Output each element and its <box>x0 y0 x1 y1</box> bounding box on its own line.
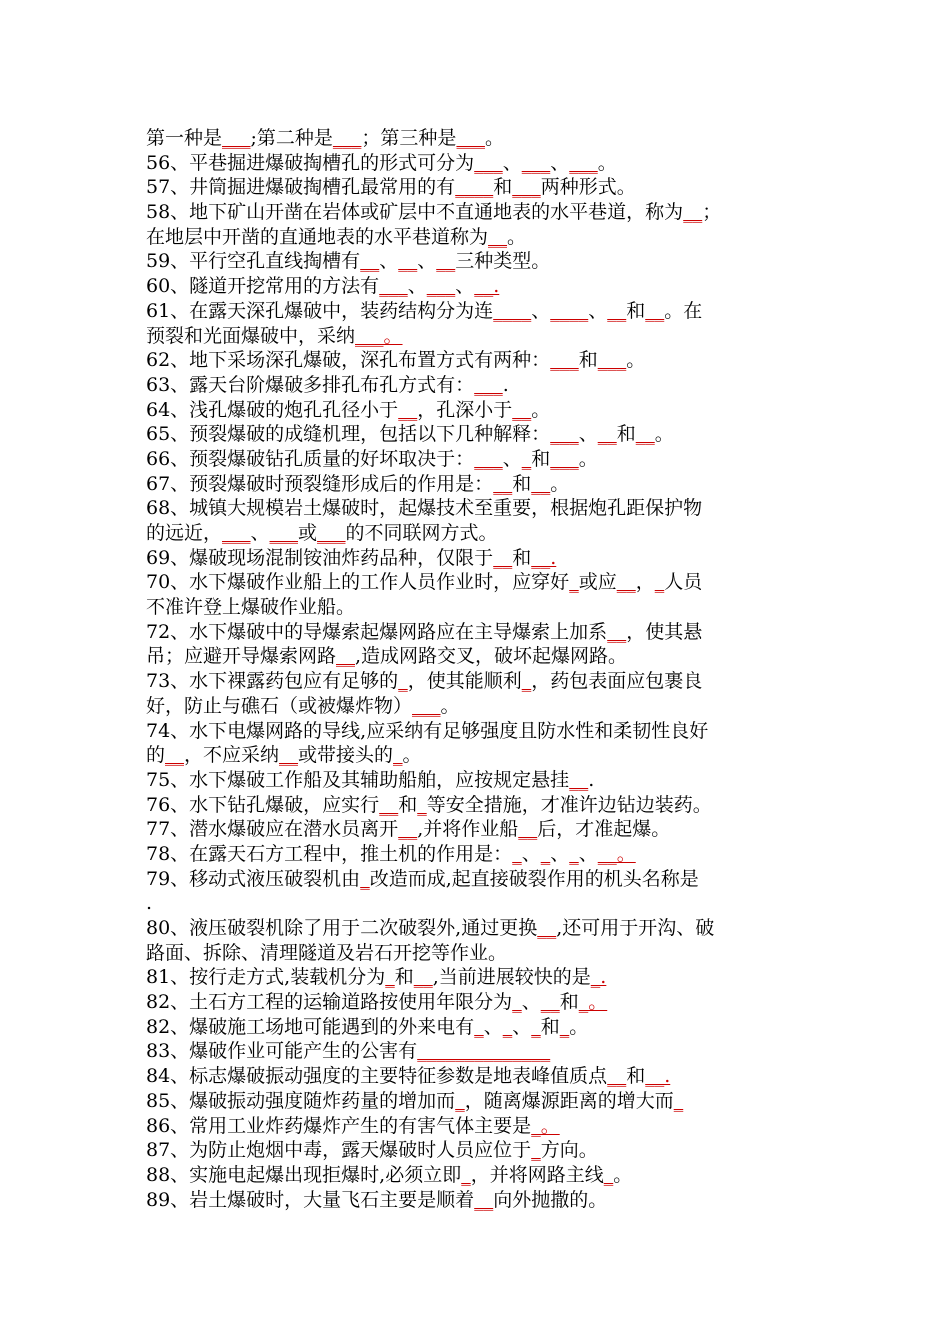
line-text: ，使其悬 <box>626 620 703 643</box>
answer-blank: __ <box>488 225 508 248</box>
text-line <box>146 719 814 744</box>
text-line <box>146 373 814 398</box>
line-text: ，孔深小于 <box>417 398 513 421</box>
text-line <box>146 1138 814 1163</box>
line-text: 和 <box>626 299 646 322</box>
text-line <box>146 151 814 176</box>
text-line <box>146 1015 814 1040</box>
line-text: 、 <box>550 151 570 174</box>
line-text: 改造而成,起直接破裂作用的机头名称是 <box>369 867 699 890</box>
answer-blank: _ <box>360 867 370 890</box>
answer-blank: __ <box>540 991 560 1014</box>
line-text: 、 <box>417 250 437 273</box>
line-text: 83、爆破作业可能产生的公害有 <box>146 1040 418 1063</box>
answer-blank: __ <box>569 768 589 791</box>
line-text: ，药包表面应包裹良 <box>531 670 703 693</box>
answer-blank: ____ <box>493 299 532 322</box>
answer-blank: __ <box>607 1065 627 1088</box>
text-line <box>146 521 814 546</box>
answer-blank: _ <box>474 1015 484 1038</box>
answer-blank: ____ <box>550 299 589 322</box>
line-text: 和 <box>394 966 414 989</box>
line-text: 或应 <box>578 571 617 594</box>
text-line <box>146 1114 814 1139</box>
answer-blank: _ <box>559 1015 570 1038</box>
text-line <box>146 1188 814 1213</box>
line-text: 。 <box>654 423 674 446</box>
line-text: 、 <box>521 842 541 865</box>
line-text: 、 <box>521 991 541 1014</box>
line-text: 、 <box>588 299 608 322</box>
line-text: 向外抛撒的。 <box>493 1188 608 1211</box>
line-text: . <box>502 373 509 396</box>
line-text: 76、水下钻孔爆破，应实行 <box>146 793 380 816</box>
line-text: 的 <box>146 744 166 767</box>
answer-blank: __ <box>512 398 532 421</box>
answer-blank: __ <box>683 201 703 224</box>
text-line <box>146 965 814 990</box>
line-text: 、 <box>531 299 551 322</box>
line-text: 和 <box>578 349 598 372</box>
line-text: 61、在露天深孔爆破中，装药结构分为连 <box>146 299 494 322</box>
line-text: 。 <box>569 1015 589 1038</box>
text-line <box>146 916 814 941</box>
line-text: 和 <box>531 447 551 470</box>
answer-blank: ___ <box>426 275 456 298</box>
answer-blank: __ <box>597 423 617 446</box>
line-text: 88、实施电起爆出现拒爆时,必须立即 <box>146 1163 462 1186</box>
line-text: 。 <box>402 744 422 767</box>
answer-blank: _ <box>569 571 579 594</box>
answer-blank: ______________ <box>417 1040 551 1063</box>
answer-blank: _ <box>385 966 395 989</box>
line-text: 的不同联网方式。 <box>345 522 498 544</box>
text-line <box>146 793 814 818</box>
line-text: 85、爆破振动强度随炸药量的增加而 <box>146 1089 456 1112</box>
line-text: 人员 <box>664 571 703 594</box>
answer-blank: __ <box>616 571 636 594</box>
text-line <box>146 570 814 595</box>
line-text: ；第三种是 <box>361 127 457 149</box>
line-text: 。 <box>531 398 551 421</box>
answer-blank: __ <box>645 299 665 322</box>
line-text: 、 <box>407 275 427 298</box>
line-text: 73、水下裸露药包应有足够的 <box>146 670 399 693</box>
line-text: 59、平行空孔直线掏槽有 <box>146 250 361 273</box>
line-text: ，不应采纳 <box>184 744 280 767</box>
answer-blank: _ <box>512 991 522 1014</box>
line-text: 好，防止与礁石（或被爆炸物） <box>146 694 413 717</box>
text-line <box>146 867 814 892</box>
line-text: 。 <box>550 472 570 495</box>
line-text: 74、水下电爆网路的导线,应采纳有足够强度且防水性和柔韧性良好 <box>146 719 709 742</box>
answer-blank: ___ <box>512 176 541 199</box>
text-line <box>146 743 814 768</box>
line-text: ； <box>702 201 722 224</box>
line-text: 64、浅孔爆破的炮孔孔径小于 <box>146 398 399 421</box>
answer-blank: ___ <box>269 522 299 544</box>
line-text: ,并将作业船 <box>417 818 519 841</box>
answer-blank: _ <box>603 1163 614 1186</box>
line-text: 。 <box>626 349 646 372</box>
line-text: 68、城镇大规模岩土爆破时，起爆技术至重要，根据炮孔距保护物 <box>146 497 703 520</box>
text-line <box>146 126 814 151</box>
line-text: 等安全措施，才准许边钻边装药。 <box>426 793 712 816</box>
line-text: 89、岩土爆破时，大量飞石主要是顺着 <box>146 1188 475 1211</box>
line-text: ,还可用于开沟、破 <box>556 917 715 939</box>
answer-blank: _ <box>673 1089 684 1112</box>
line-text: 。 <box>507 225 527 248</box>
answer-blank: ___ <box>412 694 441 717</box>
line-text: 67、预裂爆破时预裂缝形成后的作用是： <box>146 472 494 495</box>
answer-blank: ___ <box>550 423 579 446</box>
text-line <box>146 175 814 200</box>
text-line <box>146 225 814 250</box>
answer-blank: _ <box>461 1163 471 1186</box>
line-text: 、 <box>578 423 598 446</box>
answer-blank: __ <box>413 966 433 989</box>
text-line <box>146 1163 814 1188</box>
answer-blank: __ <box>436 250 456 273</box>
line-text: 两种形式。 <box>540 176 636 199</box>
line-text: 后，才准起爆。 <box>537 818 671 841</box>
answer-blank: ___。 <box>355 324 403 347</box>
answer-blank: _ <box>512 842 522 865</box>
answer-blank: __。 <box>597 842 636 865</box>
line-text: 、 <box>502 447 522 470</box>
line-text: 、 <box>250 522 270 544</box>
line-text: 63、露天台阶爆破多排孔布孔方式有： <box>146 373 475 396</box>
line-text: 。 <box>613 1163 633 1186</box>
line-text: 三种类型。 <box>455 250 551 273</box>
text-line <box>146 891 814 916</box>
line-text: 和 <box>512 546 532 569</box>
answer-blank: ___ <box>474 447 503 470</box>
line-text: 。 <box>597 151 617 174</box>
answer-blank: __ <box>518 818 538 841</box>
text-line <box>146 249 814 274</box>
answer-blank: __ <box>398 250 418 273</box>
line-text: 第一种是 <box>146 127 223 149</box>
text-line <box>146 694 814 719</box>
line-text: 和 <box>493 176 513 199</box>
line-text: 79、移动式液压破裂机由 <box>146 867 361 890</box>
line-text: 87、为防止炮烟中毒，露天爆破时人员应位于 <box>146 1139 532 1162</box>
answer-blank: _ <box>521 670 532 693</box>
answer-blank: _ <box>521 447 532 470</box>
line-text: 69、爆破现场混制铵油炸药品种，仅限于 <box>146 546 494 569</box>
text-line <box>146 620 814 645</box>
answer-blank: __ <box>165 744 185 767</box>
line-text: 。 <box>440 694 460 717</box>
line-text: 57、井筒掘进爆破掏槽孔最常用的有 <box>146 176 456 199</box>
answer-blank: ___ <box>317 522 346 544</box>
answer-blank: __ <box>635 423 655 446</box>
line-text: 或 <box>298 522 318 544</box>
document-page <box>146 126 814 1212</box>
answer-blank: _。 <box>531 1114 560 1137</box>
line-text: . <box>146 892 153 915</box>
answer-blank: __ <box>398 398 418 421</box>
text-line <box>146 398 814 423</box>
answer-blank: ___ <box>474 151 503 174</box>
line-text: ,造成网路交叉，破坏起爆网路。 <box>355 645 628 668</box>
answer-blank: _ <box>417 793 427 816</box>
line-text: 82、爆破施工场地可能遇到的外来电有 <box>146 1015 475 1038</box>
line-text: 、 <box>483 1015 503 1038</box>
line-text: 86、常用工业炸药爆炸产生的有害气体主要是 <box>146 1114 532 1137</box>
answer-blank: _ <box>398 670 408 693</box>
line-text: 56、平巷掘进爆破掏槽孔的形式可分为 <box>146 151 475 174</box>
line-text: ， <box>635 571 655 594</box>
line-text: 58、地下矿山开凿在岩体或矿层中不直通地表的水平巷道，称为 <box>146 201 684 224</box>
line-text: 和 <box>616 423 636 446</box>
answer-blank: __ <box>607 299 627 322</box>
line-text: 70、水下爆破作业船上的工作人员作业时，应穿好 <box>146 571 570 594</box>
answer-blank: _ <box>569 842 579 865</box>
line-text: 、 <box>512 1015 532 1038</box>
line-text: . <box>588 768 595 791</box>
answer-blank: ___ <box>550 447 579 470</box>
answer-blank: _ <box>455 1089 465 1112</box>
answer-blank: _ <box>531 1139 541 1162</box>
line-text: 77、潜水爆破应在潜水员离开 <box>146 818 399 841</box>
line-text: ,当前进展较快的是 <box>432 966 591 989</box>
answer-blank: __ <box>493 546 513 569</box>
text-line <box>146 422 814 447</box>
answer-blank: _。 <box>578 991 608 1014</box>
answer-blank: _ <box>531 1015 541 1038</box>
line-text: 。 <box>484 127 504 149</box>
answer-blank: __. <box>645 1065 671 1088</box>
answer-blank: ___ <box>379 275 408 298</box>
line-text: 84、标志爆破振动强度的主要特征参数是地表峰值质点 <box>146 1065 608 1088</box>
line-text: 。在 <box>664 299 703 322</box>
answer-blank: ____ <box>455 176 494 199</box>
line-text: 75、水下爆破工作船及其辅助船舶，应按规定悬挂 <box>146 768 570 791</box>
answer-blank: _ <box>654 571 665 594</box>
text-line <box>146 1039 814 1064</box>
answer-blank: __ <box>607 620 627 643</box>
answer-blank: __ <box>360 250 380 273</box>
answer-blank: __ <box>279 744 299 767</box>
answer-blank: __ <box>398 818 418 841</box>
text-line <box>146 817 814 842</box>
answer-blank: __ <box>336 645 356 668</box>
line-text: 66、预裂爆破钻孔质量的好坏取决于： <box>146 447 475 470</box>
text-line <box>146 595 814 620</box>
answer-blank: __. <box>531 546 557 569</box>
text-line <box>146 200 814 225</box>
line-text: 、 <box>502 151 522 174</box>
answer-blank: _ <box>393 744 403 767</box>
line-text: 在地层中开凿的直通地表的水平巷道称为 <box>146 225 489 248</box>
line-text: 、 <box>455 275 475 298</box>
answer-blank: ___ <box>597 349 627 372</box>
line-text: 62、地下采场深孔爆破，深孔布置方式有两种： <box>146 349 551 372</box>
text-line <box>146 768 814 793</box>
line-text: 预裂和光面爆破中，采纳 <box>146 324 356 347</box>
line-text: 和 <box>540 1015 560 1038</box>
line-text: 80、液压破裂机除了用于二次破裂外,通过更换 <box>146 917 538 939</box>
line-text: 72、水下爆破中的导爆索起爆网路应在主导爆索上加系 <box>146 620 608 643</box>
line-text: ;第二种是 <box>250 127 333 149</box>
answer-blank: _ <box>502 1015 513 1038</box>
line-text: 和 <box>398 793 418 816</box>
answer-blank: ___ <box>222 522 251 544</box>
line-text: 和 <box>512 472 532 495</box>
text-line <box>146 842 814 867</box>
text-line <box>146 546 814 571</box>
answer-blank: ___ <box>222 127 251 149</box>
line-text: 和 <box>626 1065 646 1088</box>
line-text: 82、土石方工程的运输道路按使用年限分为 <box>146 991 513 1014</box>
text-line <box>146 1064 814 1089</box>
line-text: ，并将网路主线 <box>470 1163 604 1186</box>
answer-blank: __ <box>493 472 513 495</box>
line-text: 。 <box>578 447 598 470</box>
answer-blank: ___ <box>332 127 362 149</box>
line-text: 的远近， <box>146 522 223 544</box>
answer-blank: __ <box>531 472 551 495</box>
line-text: 和 <box>559 991 579 1014</box>
answer-blank: __. <box>474 275 500 298</box>
text-line <box>146 447 814 472</box>
text-line <box>146 274 814 299</box>
answer-blank: __ <box>379 793 399 816</box>
answer-blank: ___ <box>456 127 485 149</box>
line-text: 、 <box>379 250 399 273</box>
answer-blank: ___ <box>521 151 551 174</box>
text-line <box>146 941 814 966</box>
text-line <box>146 472 814 497</box>
line-text: 吊；应避开导爆索网路 <box>146 645 337 668</box>
answer-blank: _ <box>540 842 551 865</box>
text-line <box>146 496 814 521</box>
text-line <box>146 669 814 694</box>
line-text: 81、按行走方式,装载机分为 <box>146 966 386 989</box>
text-line <box>146 348 814 373</box>
answer-blank: ___ <box>550 349 579 372</box>
answer-blank: _. <box>590 966 607 989</box>
line-text: 方向。 <box>540 1139 598 1162</box>
text-line <box>146 644 814 669</box>
line-text: ，使其能顺利 <box>407 670 522 693</box>
text-line <box>146 990 814 1015</box>
line-text: 、 <box>578 842 598 865</box>
line-text: ，随离爆源距离的增大而 <box>464 1089 674 1112</box>
answer-blank: __ <box>474 1188 494 1211</box>
line-text: 不准许登上爆破作业船。 <box>146 596 356 619</box>
line-text: 、 <box>550 842 570 865</box>
line-text: 78、在露天石方工程中，推土机的作用是： <box>146 842 513 865</box>
line-text: 路面、拆除、清理隧道及岩石开挖等作业。 <box>146 941 508 964</box>
text-line <box>146 299 814 324</box>
answer-blank: __ <box>537 917 557 939</box>
line-text: 60、隧道开挖常用的方法有 <box>146 275 380 298</box>
text-line <box>146 324 814 349</box>
line-text: 或带接头的 <box>298 744 394 767</box>
answer-blank: ___ <box>474 373 503 396</box>
answer-blank: ___ <box>569 151 598 174</box>
text-line <box>146 1089 814 1114</box>
line-text: 65、预裂爆破的成缝机理，包括以下几种解释： <box>146 423 551 446</box>
